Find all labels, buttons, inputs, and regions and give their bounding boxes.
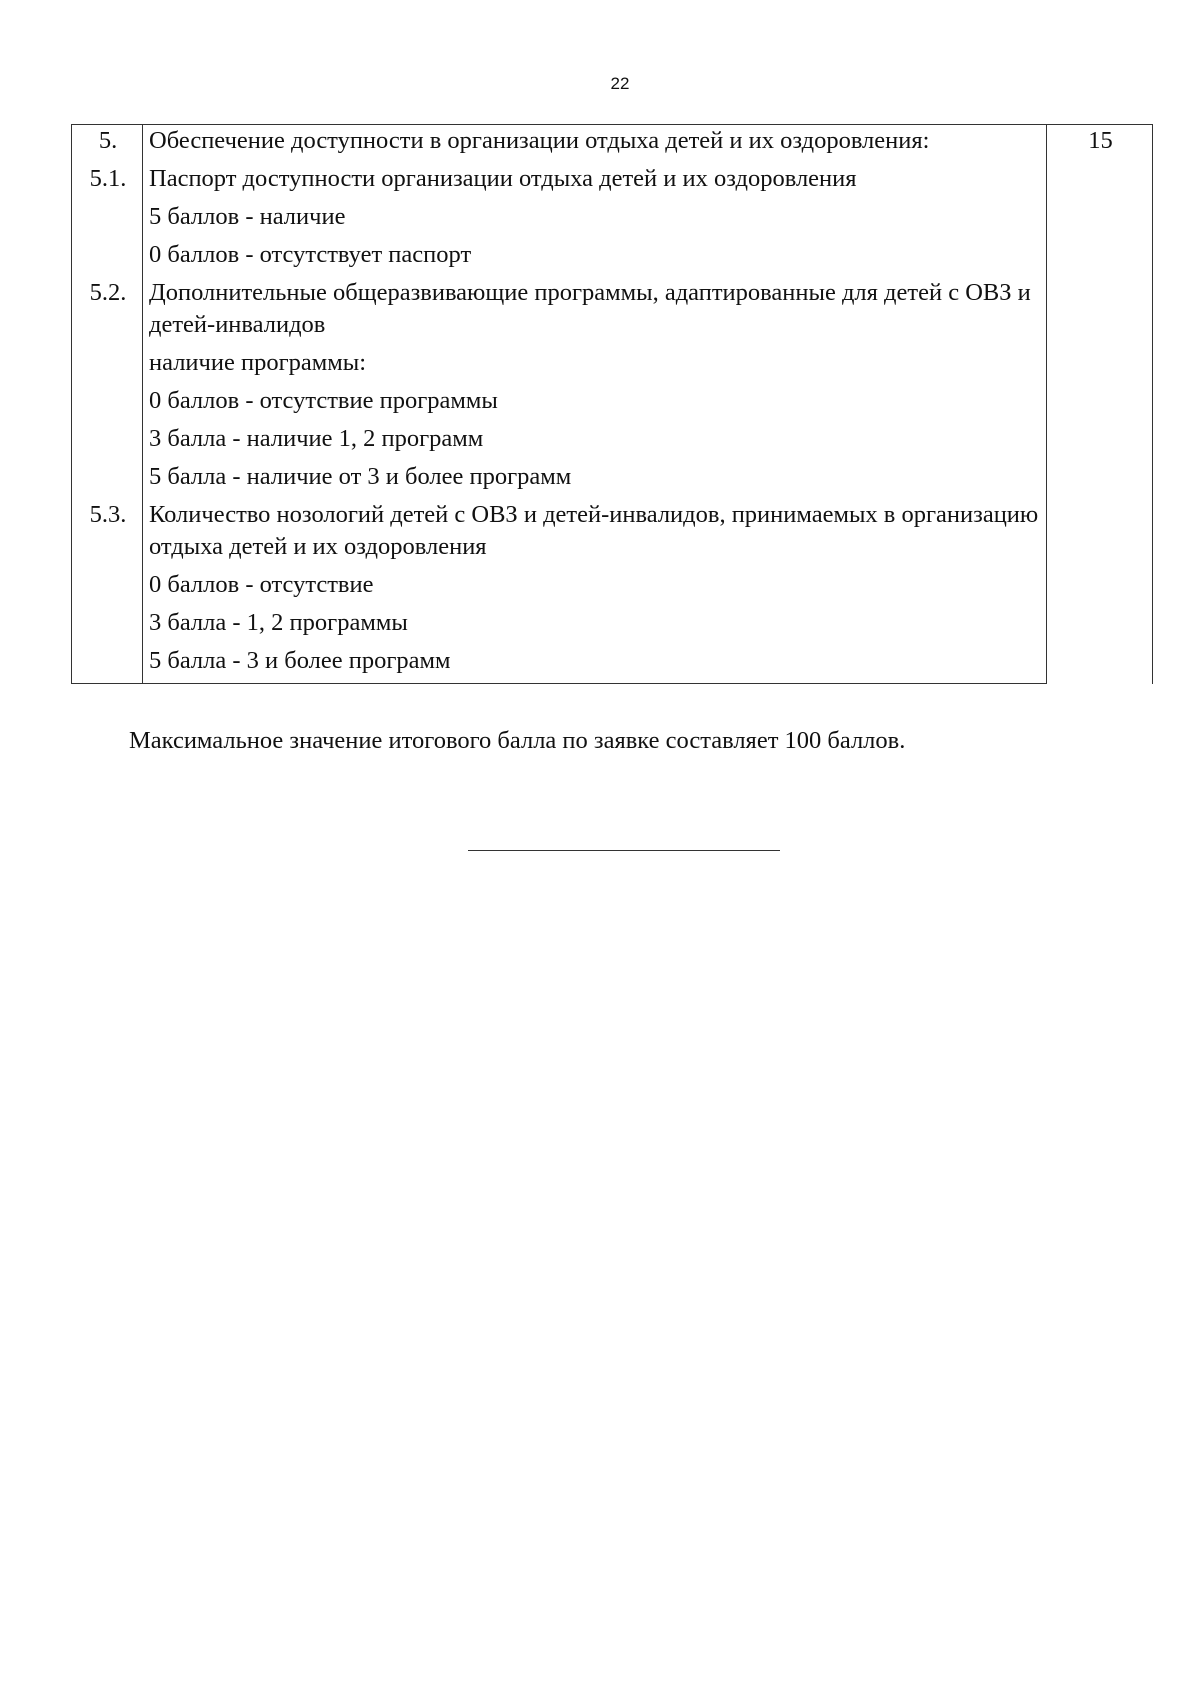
item-line: 0 баллов - отсутствие программы xyxy=(149,387,498,414)
end-divider xyxy=(468,850,780,851)
table-row xyxy=(72,163,1153,277)
table-row-section-5 xyxy=(72,125,1153,164)
section-title: Обеспечение доступности в организации отдыха детей и их оздоровления: xyxy=(143,125,1047,164)
item-text xyxy=(143,499,1047,684)
item-line: 5 баллов - наличие xyxy=(149,203,346,230)
item-line: 3 балла - 1, 2 программы xyxy=(149,609,408,636)
table-row xyxy=(72,499,1153,684)
item-line: наличие программы: xyxy=(149,349,367,376)
page-number: 22 xyxy=(610,74,630,93)
table-row xyxy=(72,277,1153,499)
item-line: Дополнительные общеразвивающие программы, адаптированные для детей с ОВЗ и детей-инвалидов xyxy=(149,279,1031,338)
item-line: 0 баллов - отсутствует паспорт xyxy=(149,241,472,268)
item-line: Паспорт доступности организации отдыха детей и их оздоровления xyxy=(149,165,857,192)
item-line: 5 балла - наличие от 3 и более программ xyxy=(149,463,572,490)
item-text xyxy=(143,163,1047,277)
item-text xyxy=(143,277,1047,499)
item-line: 3 балла - наличие 1, 2 программ xyxy=(149,425,484,452)
item-number: 5.2. xyxy=(72,277,143,499)
total-score-note: Максимальное значение итогового балла по заявке составляет 100 баллов. xyxy=(129,727,906,754)
criteria-table xyxy=(71,124,1153,684)
section-score: 15 xyxy=(1047,125,1153,684)
item-line: 5 балла - 3 и более программ xyxy=(149,647,451,674)
item-number: 5.1. xyxy=(72,163,143,277)
section-number: 5. xyxy=(72,125,143,164)
item-number: 5.3. xyxy=(72,499,143,684)
item-line: Количество нозологий детей с ОВЗ и детей-инвалидов, принимаемых в организацию отдыха детей и их оздоровления xyxy=(149,501,1039,560)
item-line: 0 баллов - отсутствие xyxy=(149,571,374,598)
